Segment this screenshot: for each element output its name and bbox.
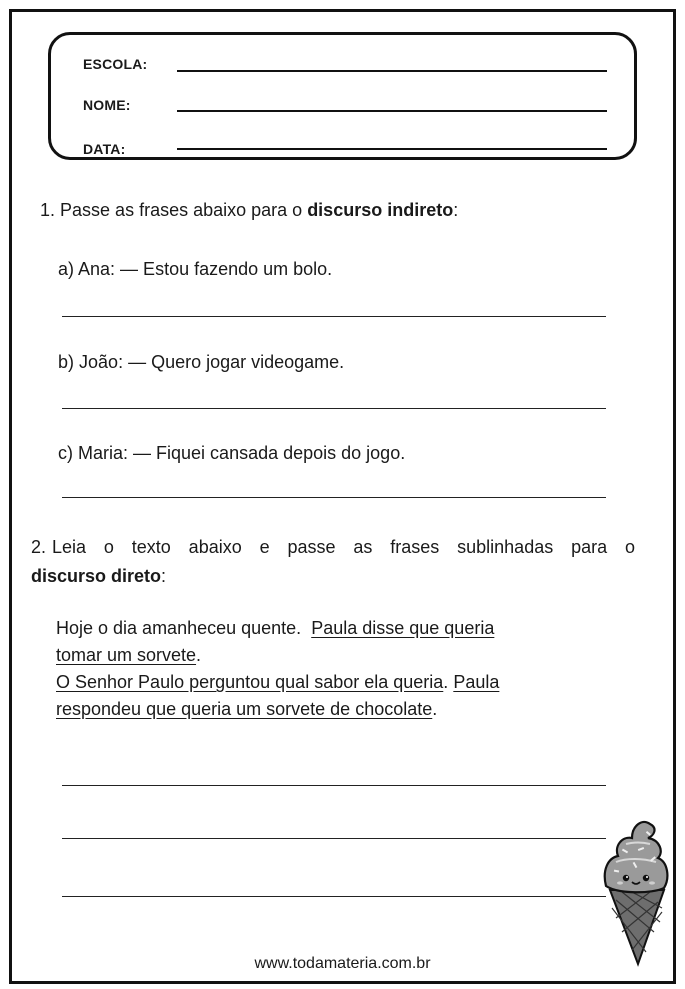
item-text: Ana: — Estou fazendo um bolo. — [78, 259, 333, 279]
school-label: ESCOLA: — [83, 56, 148, 72]
answer-line-b[interactable] — [62, 408, 606, 409]
question1-item-c — [58, 443, 405, 464]
question1-item-b — [58, 352, 344, 373]
item-text: Maria: — Fiquei cansada depois do jogo. — [78, 443, 406, 463]
question1-prompt — [40, 200, 458, 221]
question2-prompt-text: Leia o texto abaixo e passe as frases sublinhadas para o — [52, 537, 635, 557]
answer-line-c[interactable] — [62, 497, 606, 498]
ice-cream-cone-icon — [602, 812, 672, 968]
answer-line-q2-2[interactable] — [62, 838, 606, 839]
underlined-sentence-3a: Paula — [453, 672, 500, 692]
answer-line-q2-1[interactable] — [62, 785, 606, 786]
date-label: DATA: — [83, 141, 126, 157]
underlined-sentence-1a: Paula disse que queria — [311, 618, 495, 638]
question1-number: 1. — [40, 200, 56, 220]
question2-prompt-suffix: : — [161, 566, 167, 586]
period: . — [432, 699, 438, 719]
reading-text-line2 — [56, 645, 201, 666]
footer-website: www.todamateria.com.br — [254, 955, 431, 972]
school-field-line[interactable] — [177, 70, 607, 72]
name-label: NOME: — [83, 97, 131, 113]
question2-prompt-bold: discurso direto — [31, 566, 162, 586]
question1-item-a — [58, 259, 332, 280]
question1-prompt-suffix: : — [453, 200, 459, 220]
item-letter: a) — [58, 259, 75, 279]
reading-plain-sentence: Hoje o dia amanheceu quente. — [56, 618, 302, 638]
answer-line-q2-3[interactable] — [62, 896, 606, 897]
reading-text-line3 — [56, 672, 499, 693]
underlined-sentence-2: O Senhor Paulo perguntou qual sabor ela queria — [56, 672, 444, 692]
item-text: João: — Quero jogar videogame. — [79, 352, 345, 372]
underlined-sentence-3b: respondeu que queria um sorvete de chocolate — [56, 699, 433, 719]
reading-text-line1 — [56, 618, 494, 639]
question1-prompt-text: Passe as frases abaixo para o — [60, 200, 303, 220]
underlined-sentence-1b: tomar um sorvete — [56, 645, 197, 665]
date-field-line[interactable] — [177, 148, 607, 150]
question2-number: 2. — [31, 537, 47, 557]
question2-prompt-line1 — [31, 537, 635, 558]
reading-text-line4 — [56, 699, 437, 720]
period: . — [196, 645, 202, 665]
answer-line-a[interactable] — [62, 316, 606, 317]
item-letter: c) — [58, 443, 73, 463]
period: . — [443, 672, 449, 692]
question1-prompt-bold: discurso indireto — [307, 200, 454, 220]
question2-prompt-line2 — [31, 566, 166, 587]
student-info-box — [48, 32, 637, 160]
name-field-line[interactable] — [177, 110, 607, 112]
item-letter: b) — [58, 352, 75, 372]
